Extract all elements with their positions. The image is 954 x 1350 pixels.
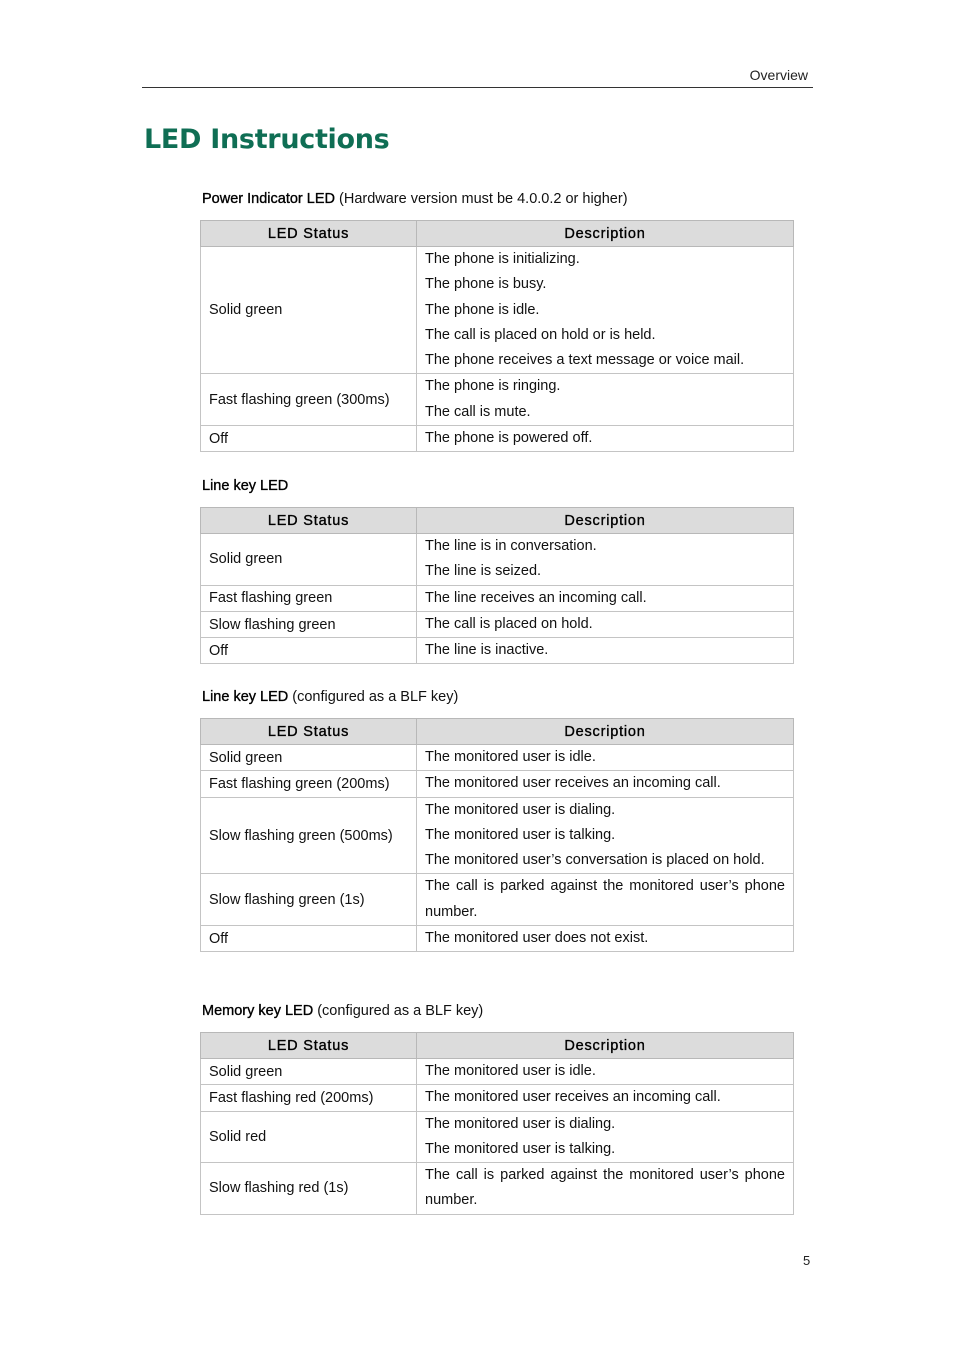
table-header-row bbox=[201, 1033, 794, 1059]
caption-bold: Memory key LED bbox=[202, 1003, 314, 1019]
description-cell bbox=[417, 534, 794, 586]
caption-bold: Power Indicator LED bbox=[202, 191, 335, 207]
status-cell: Off bbox=[201, 638, 417, 664]
status-cell: Solid green bbox=[201, 247, 417, 374]
status-cell: Fast flashing green (300ms) bbox=[201, 374, 417, 426]
table-row bbox=[201, 247, 794, 374]
description-line: The monitored user is idle. bbox=[425, 749, 596, 765]
caption-bold: Line key LED bbox=[202, 478, 289, 494]
status-cell: Solid red bbox=[201, 1111, 417, 1163]
table-row bbox=[201, 797, 794, 874]
header-description: Description bbox=[417, 508, 794, 534]
header-description: Description bbox=[417, 1033, 794, 1059]
description-cell bbox=[417, 745, 794, 771]
page-number: 5 bbox=[803, 1253, 811, 1268]
status-cell: Fast flashing green (200ms) bbox=[201, 771, 417, 797]
description-line: The call is placed on hold. bbox=[425, 615, 593, 632]
table-row bbox=[201, 1111, 794, 1163]
description-line: The phone is initializing. bbox=[425, 251, 580, 267]
page-title: LED Instructions bbox=[144, 124, 390, 155]
description-line: The line receives an incoming call. bbox=[425, 589, 647, 606]
header-led-status: LED Status bbox=[201, 508, 417, 534]
table-row bbox=[201, 374, 794, 426]
table-header-row bbox=[201, 508, 794, 534]
description-line: The phone is idle. bbox=[425, 301, 540, 318]
table-row bbox=[201, 638, 794, 664]
description-line: The monitored user receives an incoming call. bbox=[425, 1089, 721, 1106]
description-line: The monitored user is dialing. bbox=[425, 1115, 616, 1132]
description-line: The line is inactive. bbox=[425, 642, 549, 659]
description-cell bbox=[417, 926, 794, 952]
description-cell bbox=[417, 426, 794, 452]
memory-key-blf-table bbox=[200, 1032, 794, 1215]
description-line: The phone is ringing. bbox=[425, 378, 561, 395]
table-header-row bbox=[201, 221, 794, 247]
description-line: The line is in conversation. bbox=[425, 538, 597, 554]
description-cell bbox=[417, 797, 794, 874]
header-description: Description bbox=[417, 719, 794, 745]
table-row bbox=[201, 874, 794, 926]
status-cell: Solid green bbox=[201, 1059, 417, 1085]
status-cell: Off bbox=[201, 426, 417, 452]
status-cell: Off bbox=[201, 926, 417, 952]
description-line: The monitored user does not exist. bbox=[425, 930, 649, 947]
header-rule bbox=[142, 87, 813, 88]
caption-note: (configured as a BLF key) bbox=[313, 1003, 484, 1019]
description-cell bbox=[417, 1163, 794, 1215]
description-line: The call is parked against the monitored user’s phone number. bbox=[425, 878, 785, 920]
table-row bbox=[201, 534, 794, 586]
description-line: The monitored user is talking. bbox=[425, 1140, 616, 1157]
power-indicator-section bbox=[200, 191, 793, 452]
description-line: The call is placed on hold or is held. bbox=[425, 326, 656, 343]
table-row bbox=[201, 1163, 794, 1215]
description-line: The call is mute. bbox=[425, 403, 531, 420]
table-row bbox=[201, 745, 794, 771]
description-cell bbox=[417, 374, 794, 426]
line-key-blf-section bbox=[200, 689, 793, 952]
table-header-row bbox=[201, 719, 794, 745]
power-indicator-table bbox=[200, 220, 794, 452]
status-cell: Fast flashing red (200ms) bbox=[201, 1085, 417, 1111]
table-row bbox=[201, 426, 794, 452]
caption-note: (configured as a BLF key) bbox=[288, 689, 459, 705]
header-led-status: LED Status bbox=[201, 719, 417, 745]
header-description: Description bbox=[417, 221, 794, 247]
status-cell: Solid green bbox=[201, 534, 417, 586]
memory-key-blf-section bbox=[200, 1003, 793, 1215]
line-key-blf-table bbox=[200, 718, 794, 952]
description-line: The phone is busy. bbox=[425, 276, 547, 293]
table-caption bbox=[202, 689, 793, 705]
table-row bbox=[201, 611, 794, 637]
table-caption bbox=[202, 1003, 793, 1019]
status-cell: Solid green bbox=[201, 745, 417, 771]
line-key-section bbox=[200, 478, 793, 664]
table-caption bbox=[202, 478, 793, 494]
description-line: The monitored user receives an incoming call. bbox=[425, 775, 721, 792]
caption-bold: Line key LED bbox=[202, 689, 289, 705]
caption-note: (Hardware version must be 4.0.0.2 or higher) bbox=[334, 191, 628, 207]
description-cell bbox=[417, 585, 794, 611]
table-caption bbox=[202, 191, 793, 207]
status-cell: Slow flashing green (1s) bbox=[201, 874, 417, 926]
status-cell: Slow flashing green bbox=[201, 611, 417, 637]
table-row bbox=[201, 771, 794, 797]
description-cell bbox=[417, 874, 794, 926]
status-cell: Slow flashing green (500ms) bbox=[201, 797, 417, 874]
description-line: The monitored user is idle. bbox=[425, 1063, 596, 1079]
status-cell: Fast flashing green bbox=[201, 585, 417, 611]
description-line: The monitored user is talking. bbox=[425, 826, 616, 843]
description-line: The phone is powered off. bbox=[425, 430, 593, 447]
description-cell bbox=[417, 638, 794, 664]
status-cell: Slow flashing red (1s) bbox=[201, 1163, 417, 1215]
description-cell bbox=[417, 611, 794, 637]
description-cell bbox=[417, 1111, 794, 1163]
description-cell bbox=[417, 771, 794, 797]
running-header: Overview bbox=[749, 67, 808, 83]
table-row bbox=[201, 585, 794, 611]
description-cell bbox=[417, 247, 794, 374]
table-row bbox=[201, 926, 794, 952]
table-row bbox=[201, 1059, 794, 1085]
description-line: The call is parked against the monitored user’s phone number. bbox=[425, 1167, 785, 1209]
description-line: The monitored user is dialing. bbox=[425, 801, 616, 818]
description-line: The line is seized. bbox=[425, 563, 542, 580]
description-cell bbox=[417, 1085, 794, 1111]
table-row bbox=[201, 1085, 794, 1111]
header-led-status: LED Status bbox=[201, 1033, 417, 1059]
description-cell bbox=[417, 1059, 794, 1085]
description-line: The monitored user’s conversation is placed on hold. bbox=[425, 852, 765, 869]
line-key-table bbox=[200, 507, 794, 664]
description-line: The phone receives a text message or voice mail. bbox=[425, 352, 745, 369]
header-led-status: LED Status bbox=[201, 221, 417, 247]
